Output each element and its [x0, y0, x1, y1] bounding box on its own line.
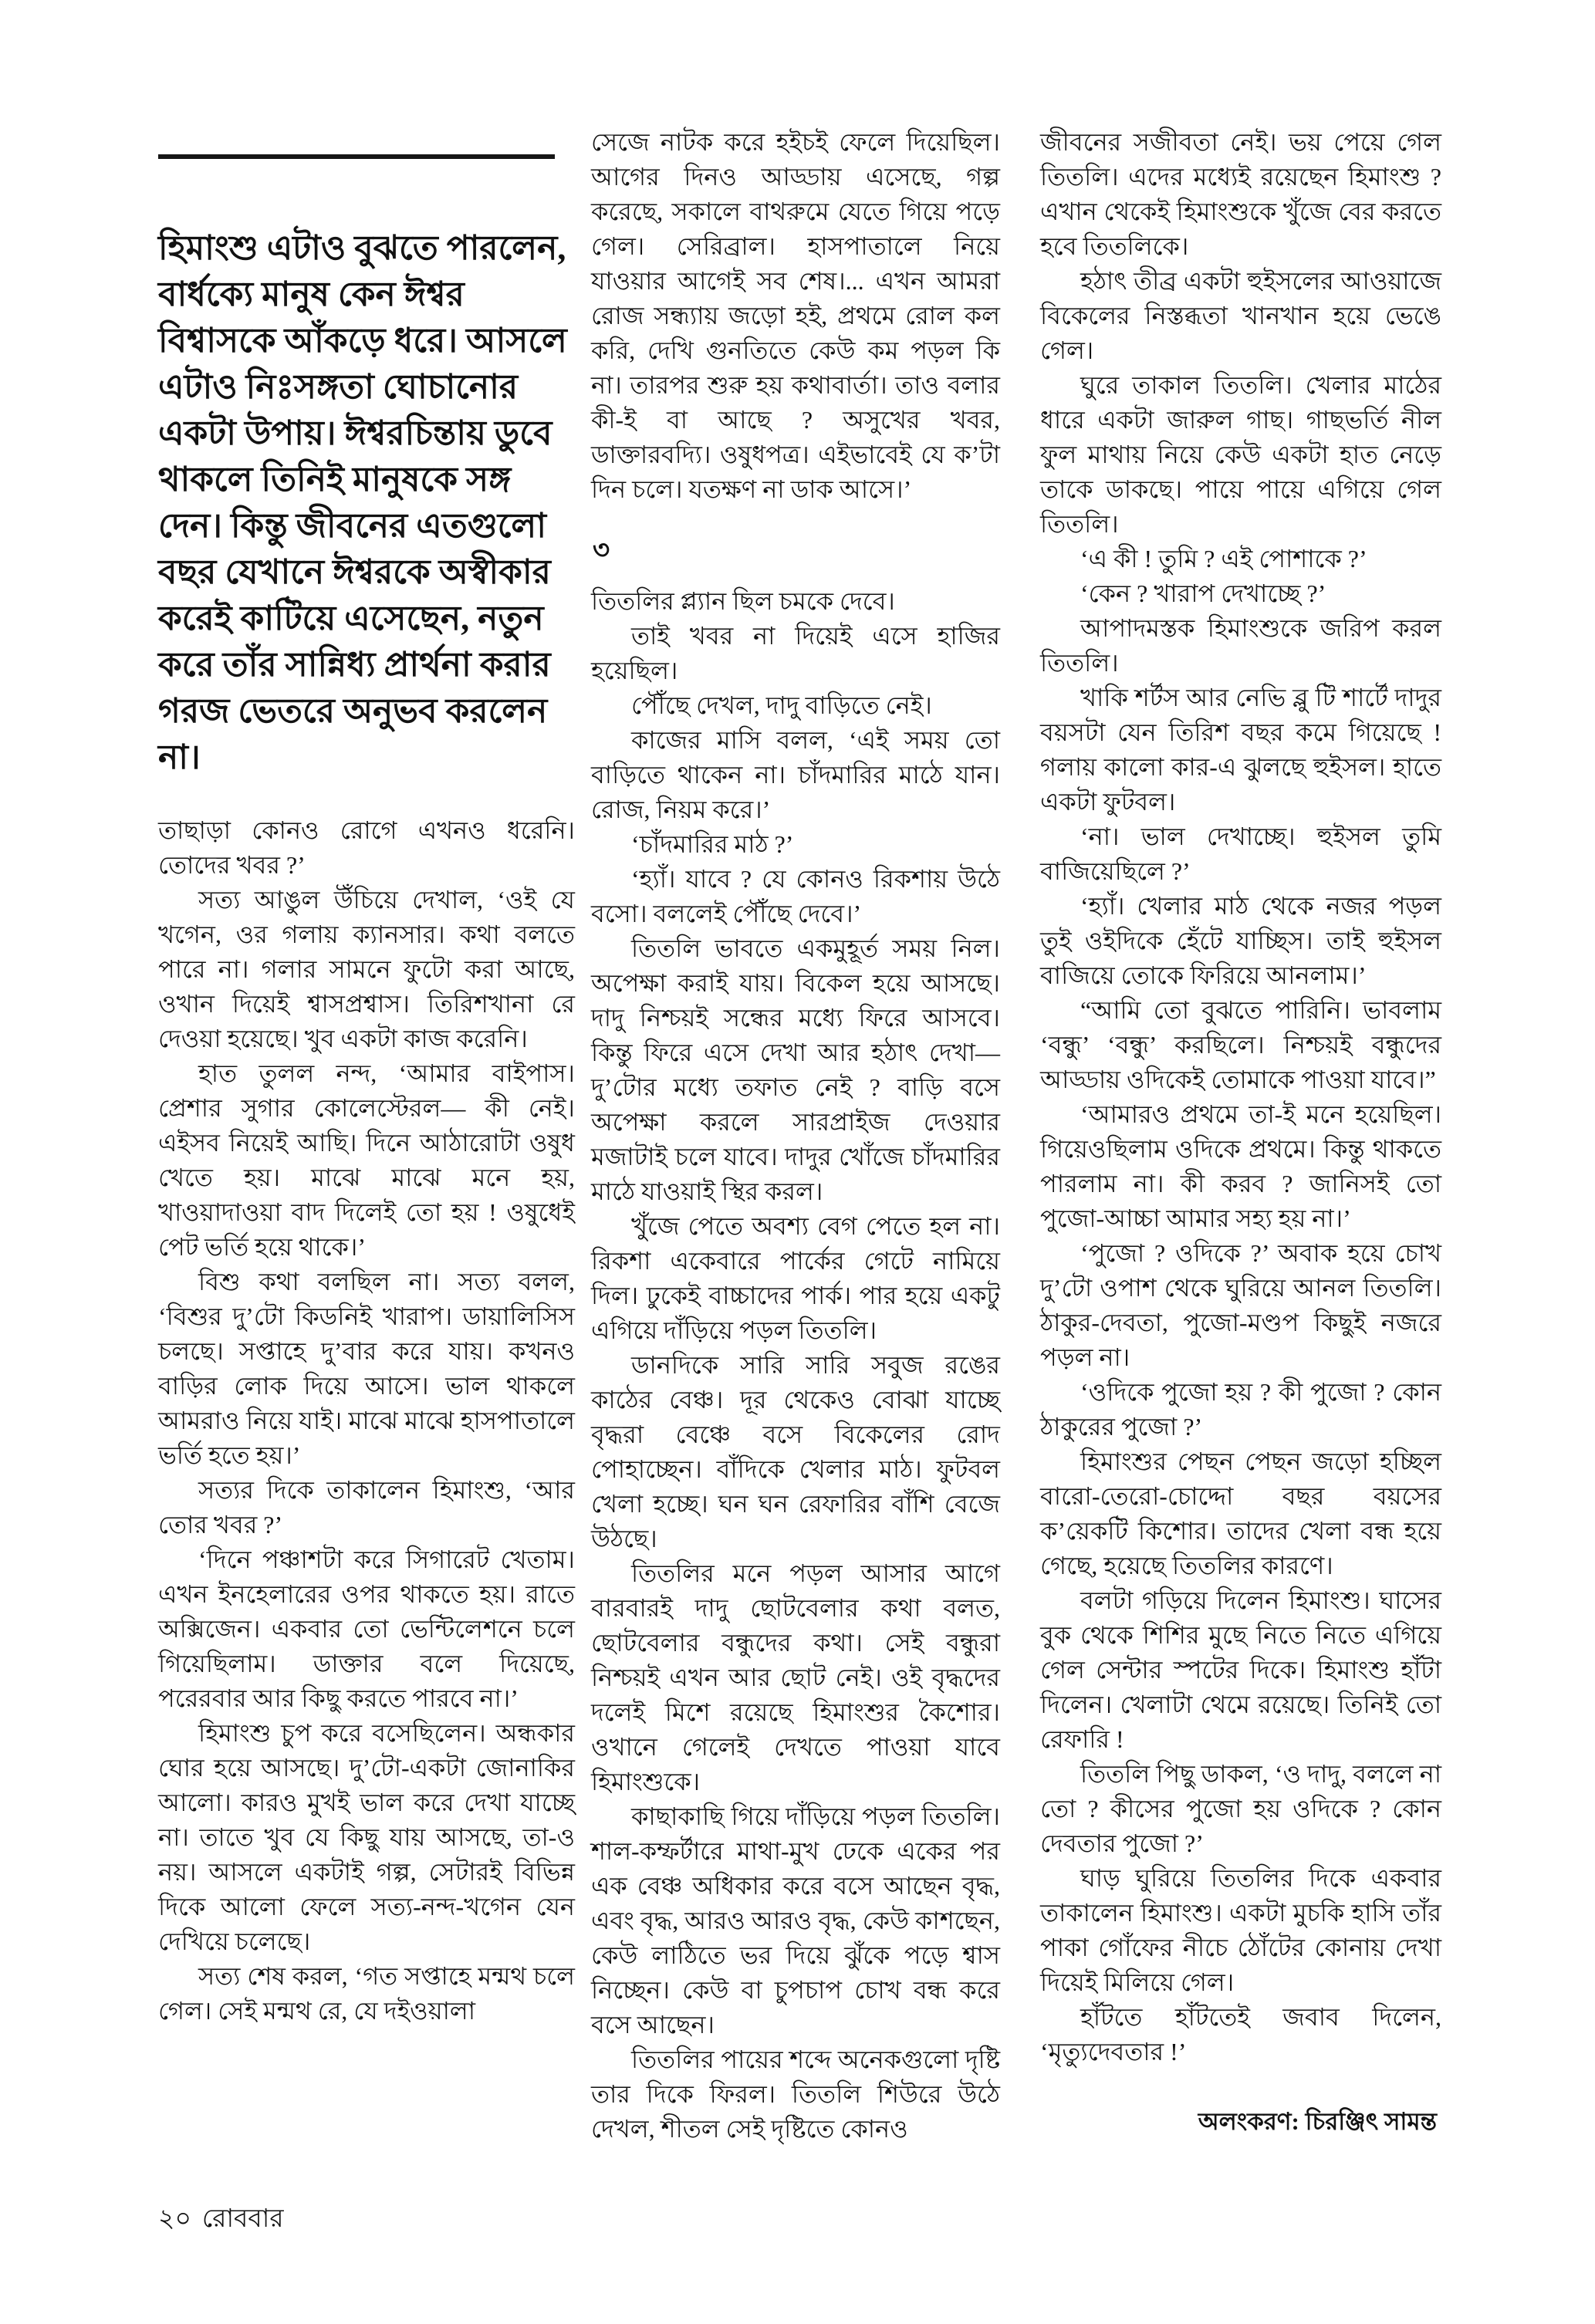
story-paragraph: ‘চাঁদমারির মাঠ ?’ — [631, 830, 794, 858]
text-column-1 — [158, 154, 575, 2028]
story-paragraph: ‘কেন ? খারাপ দেখাচ্ছে ?’ — [1080, 579, 1326, 607]
story-paragraph: হাত তুলল নন্দ, ‘আমার বাইপাস। প্রেশার সুগার কোলেস্টেরল— কী নেই। এইসব নিয়েই আছি। দিনে আঠারোটা ওষুধ খেতে হয়। মাঝে মাঝে মনে হয়, খাওয়াদাওয়া বাদ দিলেই তো হয় ! ওষুধেই পেট ভর্তি হয়ে থাকে।’ — [158, 1059, 575, 1261]
story-paragraph: সত্যর দিকে তাকালেন হিমাংশু, ‘আর তোর খবর ?’ — [158, 1476, 575, 1539]
story-paragraph: জীবনের সজীবতা নেই। ভয় পেয়ে গেল তিতলি। এদের মধ্যেই রয়েছেন হিমাংশু ? এখান থেকেই হিমাংশুকে খুঁজে বের করতে হবে তিতলিকে। — [1040, 128, 1441, 260]
story-paragraph: তিতলির মনে পড়ল আসার আগে বারবারই দাদু ছোটবেলার কথা বলত, ছোটবেলার বন্ধুদের কথা। সেই বন্ধুরা নিশ্চয়ই এখন আর ছোট নেই। ওই বৃদ্ধদের দলেই মিশে রয়েছে হিমাংশুর কৈশোর। ওখানে গেলেই দেখতে পাওয়া যাবে হিমাংশুকে। — [591, 1559, 1000, 1795]
story-paragraph: ‘না। ভাল দেখাচ্ছে। হুইসল তুমি বাজিয়েছিলে ?’ — [1040, 823, 1441, 885]
story-paragraph: তাই খবর না দিয়েই এসে হাজির হয়েছিল। — [591, 622, 1000, 684]
story-paragraph: ‘পুজো ? ওদিকে ?’ অবাক হয়ে চোখ দু’টো ওপাশ থেকে ঘুরিয়ে আনল তিতলি। ঠাকুর-দেবতা, পুজো-মণ্ডপ কিছুই নজরে পড়ল না। — [1040, 1239, 1441, 1371]
story-paragraph: সত্য আঙুল উঁচিয়ে দেখাল, ‘ওই যে খগেন, ওর গলায় ক্যানসার। কথা বলতে পারে না। গলার সামনে ফুটো করা আছে, ওখান দিয়েই শ্বাসপ্রশ্বাস। তিরিশখানা রে দেওয়া হয়েছে। খুব একটা কাজ করেনি। — [158, 886, 575, 1052]
column-2-body — [591, 584, 1000, 2147]
story-paragraph: খুঁজে পেতে অবশ্য বেগ পেতে হল না। রিকশা একেবারে পার্কের গেটে নামিয়ে দিল। ঢুকেই বাচ্চাদের পার্ক। পার হয়ে একটু এগিয়ে দাঁড়িয়ে পড়ল তিতলি। — [591, 1212, 1000, 1344]
magazine-name: রোববার — [201, 2205, 284, 2233]
story-paragraph: তিতলির পায়ের শব্দে অনেকগুলো দৃষ্টি তার দিকে ফিরল। তিতলি শিউরে উঠে দেখল, শীতল সেই দৃষ্টিতে কোনও — [591, 2045, 1000, 2143]
text-column-3 — [1040, 125, 1441, 2143]
story-paragraph: কাজের মাসি বলল, ‘এই সময় তো বাড়িতে থাকেন না। চাঁদমারির মাঠে যান। রোজ, নিয়ম করে।’ — [591, 726, 1000, 823]
story-paragraph: ‘এ কী ! তুমি ? এই পোশাকে ?’ — [1080, 545, 1367, 573]
section-number: ৩ — [593, 536, 610, 565]
story-paragraph: সত্য শেষ করল, ‘গত সপ্তাহে মন্মথ চলে গেল। সেই মন্মথ রে, যে দইওয়ালা — [158, 1962, 575, 2025]
story-paragraph: পৌঁছে দেখল, দাদু বাড়িতে নেই। — [631, 691, 932, 719]
story-paragraph: খাকি শর্টস আর নেভি ব্লু টি শার্টে দাদুর বয়সটা যেন তিরিশ বছর কমে গিয়েছে ! গলায় কালো কার-এ ঝুলছে হুইসল। হাতে একটা ফুটবল। — [1040, 684, 1441, 816]
story-paragraph: “আমি তো বুঝতে পারিনি। ভাবলাম ‘বন্ধু’ ‘বন্ধু’ করছিলে। নিশ্চয়ই বন্ধুদের আড্ডায় ওদিকেই তোমাকে পাওয়া যাবে।” — [1040, 996, 1441, 1093]
page-number: ২০ — [158, 2205, 191, 2233]
story-paragraph: তিতলি ভাবতে একমুহূর্ত সময় নিল। অপেক্ষা করাই যায়। বিকেল হয়ে আসছে। দাদু নিশ্চয়ই সন্ধের মধ্যে ফিরে আসবে। কিন্তু ফিরে এসে দেখা আর হঠাৎ দেখা— দু’টোর মধ্যে তফাত নেই ? বাড়ি বসে অপেক্ষা করলে সারপ্রাইজ দেওয়ার মজাটাই চলে যাবে। দাদুর খোঁজে চাঁদমারির মাঠে যাওয়াই স্থির করল। — [591, 934, 1000, 1205]
story-paragraph: তিতলির প্ল্যান ছিল চমকে দেবে। — [591, 587, 895, 615]
story-paragraph: ‘আমারও প্রথমে তা-ই মনে হয়েছিল। গিয়েওছিলাম ওদিকে প্রথমে। কিন্তু থাকতে পারলাম না। কী করব ? জানিসই তো পুজো-আচ্চা আমার সহ্য হয় না।’ — [1040, 1100, 1441, 1232]
column-3-body — [1040, 125, 1441, 2069]
column-2-top — [591, 125, 1000, 507]
lede-divider-rule — [158, 154, 555, 159]
column-1-body — [158, 813, 575, 2028]
story-paragraph: তাছাড়া কোনও রোগে এখনও ধরেনি। তোদের খবর ?’ — [158, 816, 575, 879]
page-footer — [158, 2204, 284, 2234]
text-column-2 — [591, 125, 1000, 2147]
illustration-credit: অলংকরণ: চিরঞ্জিৎ সামন্ত — [1198, 2108, 1437, 2135]
story-paragraph: ডানদিকে সারি সারি সবুজ রঙের কাঠের বেঞ্চ। দূর থেকেও বোঝা যাচ্ছে বৃদ্ধরা বেঞ্চে বসে বিকেলের রোদ পোহাচ্ছেন। বাঁদিকে খেলার মাঠ। ফুটবল খেলা হচ্ছে। ঘন ঘন রেফারির বাঁশি বেজে উঠছে। — [591, 1351, 1000, 1552]
story-paragraph: হাঁটতে হাঁটতেই জবাব দিলেন, ‘মৃত্যুদেবতার !’ — [1040, 2003, 1441, 2066]
story-paragraph: ঘাড় ঘুরিয়ে তিতলির দিকে একবার তাকালেন হিমাংশু। একটা মুচকি হাসি তাঁর পাকা গোঁফের নীচে ঠোঁটের কোনায় দেখা দিয়েই মিলিয়ে গেল। — [1040, 1864, 1441, 1996]
story-paragraph: ‘ওদিকে পুজো হয় ? কী পুজো ? কোন ঠাকুরের পুজো ?’ — [1040, 1378, 1441, 1441]
story-paragraph: ‘দিনে পঞ্চাশটা করে সিগারেট খেতাম। এখন ইনহেলারের ওপর থাকতে হয়। রাতে অক্সিজেন। একবার তো ভেন্টিলেশনে চলে গিয়েছিলাম। ডাক্তার বলে দিয়েছে, পরেরবার আর কিছু করতে পারবে না।’ — [158, 1545, 575, 1712]
story-paragraph: তিতলি পিছু ডাকল, ‘ও দাদু, বললে না তো ? কীসের পুজো হয় ওদিকে ? কোন দেবতার পুজো ?’ — [1040, 1760, 1441, 1857]
story-paragraph: ঘুরে তাকাল তিতলি। খেলার মাঠের ধারে একটা জারুল গাছ। গাছভর্তি নীল ফুল মাথায় নিয়ে কেউ একটা হাত নেড়ে তাকে ডাকছে। পায়ে পায়ে এগিয়ে গেল তিতলি। — [1040, 371, 1441, 538]
story-paragraph: ‘হ্যাঁ। খেলার মাঠ থেকে নজর পড়ল তুই ওইদিকে হেঁটে যাচ্ছিস। তাই হুইসল বাজিয়ে তোকে ফিরিয়ে আনলাম।’ — [1040, 892, 1441, 989]
story-paragraph: ‘হ্যাঁ। যাবে ? যে কোনও রিকশায় উঠে বসো। বললেই পৌঁছে দেবে।’ — [591, 865, 1000, 927]
story-paragraph: সেজে নাটক করে হইচই ফেলে দিয়েছিল। আগের দিনও আড্ডায় এসেছে, গল্প করেছে, সকালে বাথরুমে যেতে গিয়ে পড়ে গেল। সেরিব্রাল। হাসপাতালে নিয়ে যাওয়ার আগেই সব শেষ।... এখন আমরা রোজ সন্ধ্যায় জড়ো হই, প্রথমে রোল কল করি, দেখি গুনতিতে কেউ কম পড়ল কি না। তারপর শুরু হয় কথাবার্তা। তাও বলার কী-ই বা আছে ? অসুখের খবর, ডাক্তারবদ্যি। ওষুধপত্র। এইভাবেই যে ক’টা দিন চলে। যতক্ষণ না ডাক আসে।’ — [591, 128, 1000, 503]
story-paragraph: হঠাৎ তীব্র একটা হুইসলের আওয়াজে বিকেলের নিস্তব্ধতা খানখান হয়ে ভেঙে গেল। — [1040, 267, 1441, 364]
story-paragraph: কাছাকাছি গিয়ে দাঁড়িয়ে পড়ল তিতলি। শাল-কম্ফর্টারে মাথা-মুখ ঢেকে একের পর এক বেঞ্চ অধিকার করে বসে আছেন বৃদ্ধ, এবং বৃদ্ধ, আরও আরও বৃদ্ধ, কেউ কাশছেন, কেউ লাঠিতে ভর দিয়ে ঝুঁকে পড়ে শ্বাস নিচ্ছেন। কেউ বা চুপচাপ চোখ বন্ধ করে বসে আছেন। — [591, 1802, 1000, 2039]
story-paragraph: আপাদমস্তক হিমাংশুকে জরিপ করল তিতলি। — [1040, 614, 1441, 677]
story-paragraph: বলটা গড়িয়ে দিলেন হিমাংশু। ঘাসের বুক থেকে শিশির মুছে নিতে নিতে এগিয়ে গেল সেন্টার স্পটের দিকে। হিমাংশু হাঁটা দিলেন। খেলাটা থেমে রয়েছে। তিনিই তো রেফারি ! — [1040, 1586, 1441, 1753]
story-paragraph: হিমাংশুর পেছন পেছন জড়ো হচ্ছিল বারো-তেরো-চোদ্দো বছর বয়সের ক’য়েকটি কিশোর। তাদের খেলা বন্ধ হয়ে গেছে, হয়েছে তিতলির কারণে। — [1040, 1447, 1441, 1579]
lede-pull-quote: হিমাংশু এটাও বুঝতে পারলেন, বার্ধক্যে মানুষ কেন ঈশ্বর বিশ্বাসকে আঁকড়ে ধরে। আসলে এটাও নিঃসঙ্গতা ঘোচানোর একটা উপায়। ঈশ্বরচিন্তায় ডুবে থাকলে তিনিই মানুষকে সঙ্গ দেন। কিন্তু জীবনের এতগুলো বছর যেখানে ঈশ্বরকে অস্বীকার করেই কাটিয়ে এসেছেন, নতুন করে তাঁর সান্নিধ্য প্রার্থনা করার গরজ ভেতরে অনুভব করলেন না। — [158, 229, 567, 776]
story-paragraph: বিশু কথা বলছিল না। সত্য বলল, ‘বিশুর দু’টো কিডনিই খারাপ। ডায়ালিসিস চলছে। সপ্তাহে দু’বার করে যায়। কখনও বাড়ির লোক দিয়ে আসে। ভাল থাকলে আমরাও নিয়ে যাই। মাঝে মাঝে হাসপাতালে ভর্তি হতে হয়।’ — [158, 1268, 575, 1469]
story-paragraph: হিমাংশু চুপ করে বসেছিলেন। অন্ধকার ঘোর হয়ে আসছে। দু’টো-একটা জোনাকির আলো। কারও মুখই ভাল করে দেখা যাচ্ছে না। তাতে খুব যে কিছু যায় আসছে, তা-ও নয়। আসলে একটাই গল্প, সেটারই বিভিন্ন দিকে আলো ফেলে সত্য-নন্দ-খগেন যেন দেখিয়ে চলেছে। — [158, 1719, 575, 1955]
